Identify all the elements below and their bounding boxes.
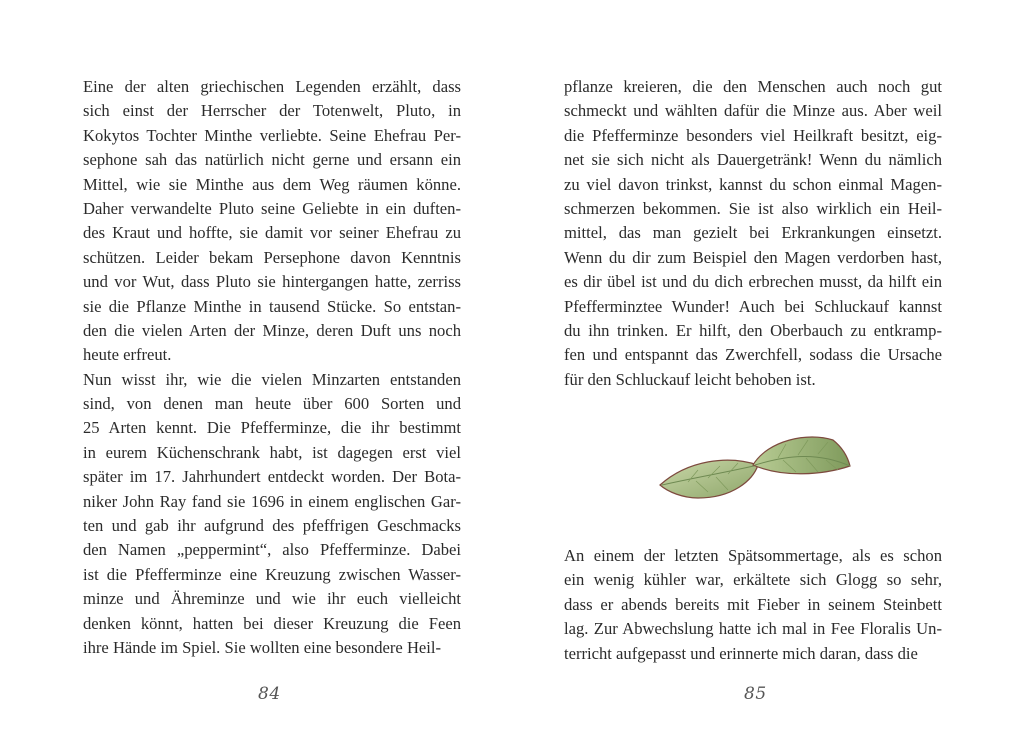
text-line: es dir übel ist und du dich erbrechen musst, da hilft ein [564,272,942,292]
text-line: sich einst der Herrscher der Totenwelt, Pluto, in [83,101,461,121]
left-leaf [660,460,758,498]
text-line: Nun wisst ihr, wie die vielen Minzarten entstanden [83,369,461,389]
text-line: schmeckt und wählten dafür die Minze aus. Aber weil [564,101,942,121]
text-line: ein wenig kühler war, erkältete sich Glogg so sehr, [564,570,942,590]
text-line: ten und gab ihr aufgrund des pfeffrigen Geschmacks [83,516,461,536]
text-line: in eurem Küchenschrank habt, ist dagegen erst viel [83,442,461,462]
right-page-text-top [564,75,942,392]
text-line: mittel, das man gezielt bei Erkrankungen einsetzt. [564,223,942,243]
text-line: Eine der alten griechischen Legenden erzählt, dass [83,77,461,96]
text-line: denken könnt, hatten bei dieser Kreuzung die Feen [83,613,461,633]
text-line: niker John Ray fand sie 1696 in einem englischen Gar- [83,491,461,511]
text-line: net sie sich nicht als Dauergetränk! Wenn du nämlich [564,150,942,170]
left-page-text [83,75,461,660]
text-line: ist die Pfefferminze eine Kreuzung zwischen Wasser- [83,564,461,584]
text-line: ihre Hände im Spiel. Sie wollten eine besondere Heil- [83,637,442,657]
mint-leaves-icon [658,430,858,510]
text-line: fen und entspannt das Zwerchfell, sodass die Ursache [564,345,942,365]
right-page [512,0,1024,748]
text-line: minze und Ähreminze und wie ihr euch vielleicht [83,589,461,609]
text-line: des Kraut und hoffte, sie damit vor seiner Ehefrau zu [83,223,461,243]
text-line: Daher verwandelte Pluto seine Geliebte in ein duften- [83,198,461,218]
right-page-text-bottom [564,544,942,666]
text-line: heute erfreut. [83,345,172,365]
text-line: schützen. Leider bekam Persephone davon Kenntnis [83,247,461,267]
text-line: den die vielen Arten der Minze, deren Duft uns noch [83,320,461,340]
text-line: Wenn du dir zum Beispiel den Magen verdorben hast, [564,247,942,267]
text-line: Mittel, wie sie Minthe aus dem Weg räumen könne. [83,174,461,194]
text-line: pflanze kreieren, die den Menschen auch noch gut [564,77,942,96]
text-line: für den Schluckauf leicht behoben ist. [564,369,816,389]
text-line: Kokytos Tochter Minthe verliebte. Seine Ehefrau Per- [83,125,461,145]
text-line: und vor Wut, dass Pluto sie hintergangen hatte, zerriss [83,272,461,292]
text-line: schmerzen bekommen. Sie ist also wirklich ein Heil- [564,198,942,218]
text-line: sie die Pflanze Minthe in tausend Stücke. So entstan- [83,296,461,316]
text-line: sephone sah das natürlich nicht gerne und ersann ein [83,150,461,170]
page-number-left: 84 [258,684,281,704]
text-line: Pfefferminztee Wunder! Auch bei Schluckauf kannst [564,296,942,316]
text-line: du ihn trinken. Er hilft, den Oberbauch zu entkramp- [564,320,942,340]
text-line: An einem der letzten Spätsommertage, als es schon [564,546,942,565]
text-line: lag. Zur Abwechslung hatte ich mal in Fee Floralis Un- [564,619,942,639]
text-line: zu viel davon trinkst, kannst du schon einmal Magen- [564,174,942,194]
page-number-right: 85 [744,684,767,704]
text-line: dass er abends bereits mit Fieber in seinem Steinbett [564,594,942,614]
text-line: terricht aufgepasst und erinnerte mich daran, dass die [564,643,918,663]
text-line: die Pfefferminze besonders viel Heilkraft besitzt, eig- [564,125,942,145]
text-line: 25 Arten kennt. Die Pfefferminze, die ihr bestimmt [83,418,461,438]
text-line: später im 17. Jahrhundert entdeckt worden. Der Bota- [83,467,461,487]
text-line: den Namen „peppermint“, also Pfefferminze. Dabei [83,540,461,560]
text-line: sind, von denen man heute über 600 Sorten und [83,394,461,414]
